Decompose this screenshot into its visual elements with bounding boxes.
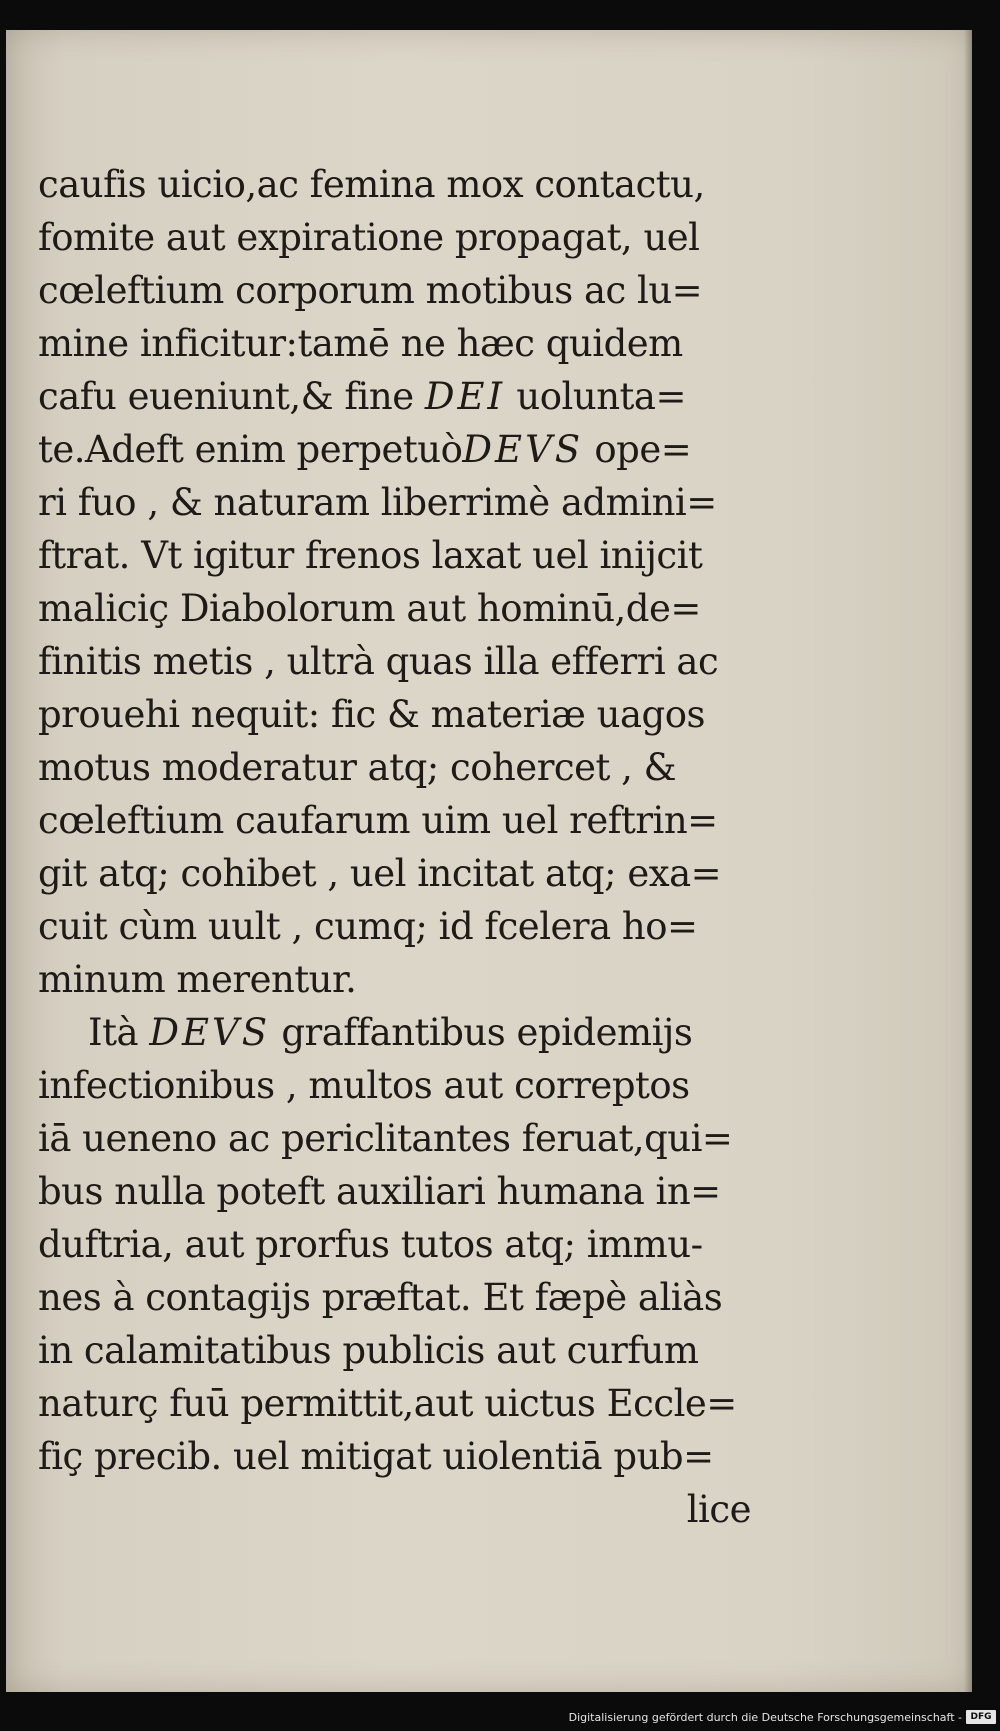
digitization-footer [0, 1703, 1000, 1729]
italic-name-dei: DEI [424, 375, 506, 418]
text-line-2: fomite aut expiratione propagat, uel [38, 216, 700, 259]
text-line-21: duftria, aut prorfus tutos atq; immu- [38, 1223, 703, 1266]
text-line-5-end: uolunta= [516, 375, 686, 418]
text-line-16: minum merentur. [38, 958, 357, 1001]
text-line-6-end: ope= [594, 428, 692, 471]
text-line-8: ftrat. Vt igitur frenos laxat uel inijcit [38, 534, 703, 577]
page-edge-shadow [964, 30, 972, 1692]
text-line-15: cuit cùm uult , cumq; id fcelera ho= [38, 905, 698, 948]
text-line-23: in calamitatibus publicis aut curfum [38, 1329, 699, 1372]
text-line-6 [38, 423, 753, 476]
text-line-7: ri fuo , & naturam liberrimè admini= [38, 481, 717, 524]
text-line-12: motus moderatur atq; cohercet , & [38, 746, 677, 789]
text-line-17-end: graffantibus epidemijs [281, 1011, 693, 1054]
text-line-18: infectionibus , multos aut correptos [38, 1064, 690, 1107]
text-line-17-start: Ità [88, 1011, 139, 1054]
text-line-24: naturç fuū permittit,aut uictus Eccle= [38, 1382, 737, 1425]
text-line-14: git atq; cohibet , uel incitat atq; exa= [38, 852, 722, 895]
text-line-22: nes à contagijs præftat. Et fæpè aliàs [38, 1276, 723, 1319]
text-line-9: maliciç Diabolorum aut hominū,de= [38, 587, 701, 630]
text-line-3: cœleftium corporum motibus ac lu= [38, 269, 703, 312]
text-line-20: bus nulla poteft auxiliari humana in= [38, 1170, 721, 1213]
text-line-4: mine inficitur:tamē ne hæc quidem [38, 322, 683, 365]
text-line-5-start: cafu eueniunt,& fine [38, 375, 414, 418]
text-line-11: prouehi nequit: fic & materiæ uagos [38, 693, 705, 736]
funding-credit: Digitalisierung gefördert durch die Deutsche Forschungsgemeinschaft - [568, 1711, 962, 1724]
catchword: lice [686, 1488, 751, 1531]
text-line-10: finitis metis , ultrà quas illa efferri ac [38, 640, 719, 683]
text-line-13: cœleftium caufarum uim uel reftrin= [38, 799, 718, 842]
text-line-25: fiç precib. uel mitigat uiolentiā pub= [38, 1435, 714, 1478]
italic-name-deus-1: DEVS [462, 428, 584, 471]
page-text [38, 158, 753, 1536]
text-line-6-start: te.Adeft enim perpetuò [38, 428, 463, 471]
text-line-19: iā ueneno ac periclitantes feruat,qui= [38, 1117, 733, 1160]
text-line-17 [38, 1006, 753, 1059]
dfg-logo-icon: DFG [966, 1710, 996, 1724]
book-page [6, 30, 972, 1692]
text-line-1: caufis uicio,ac femina mox contactu, [38, 163, 705, 206]
italic-name-deus-2: DEVS [149, 1011, 271, 1054]
text-line-5 [38, 370, 753, 423]
